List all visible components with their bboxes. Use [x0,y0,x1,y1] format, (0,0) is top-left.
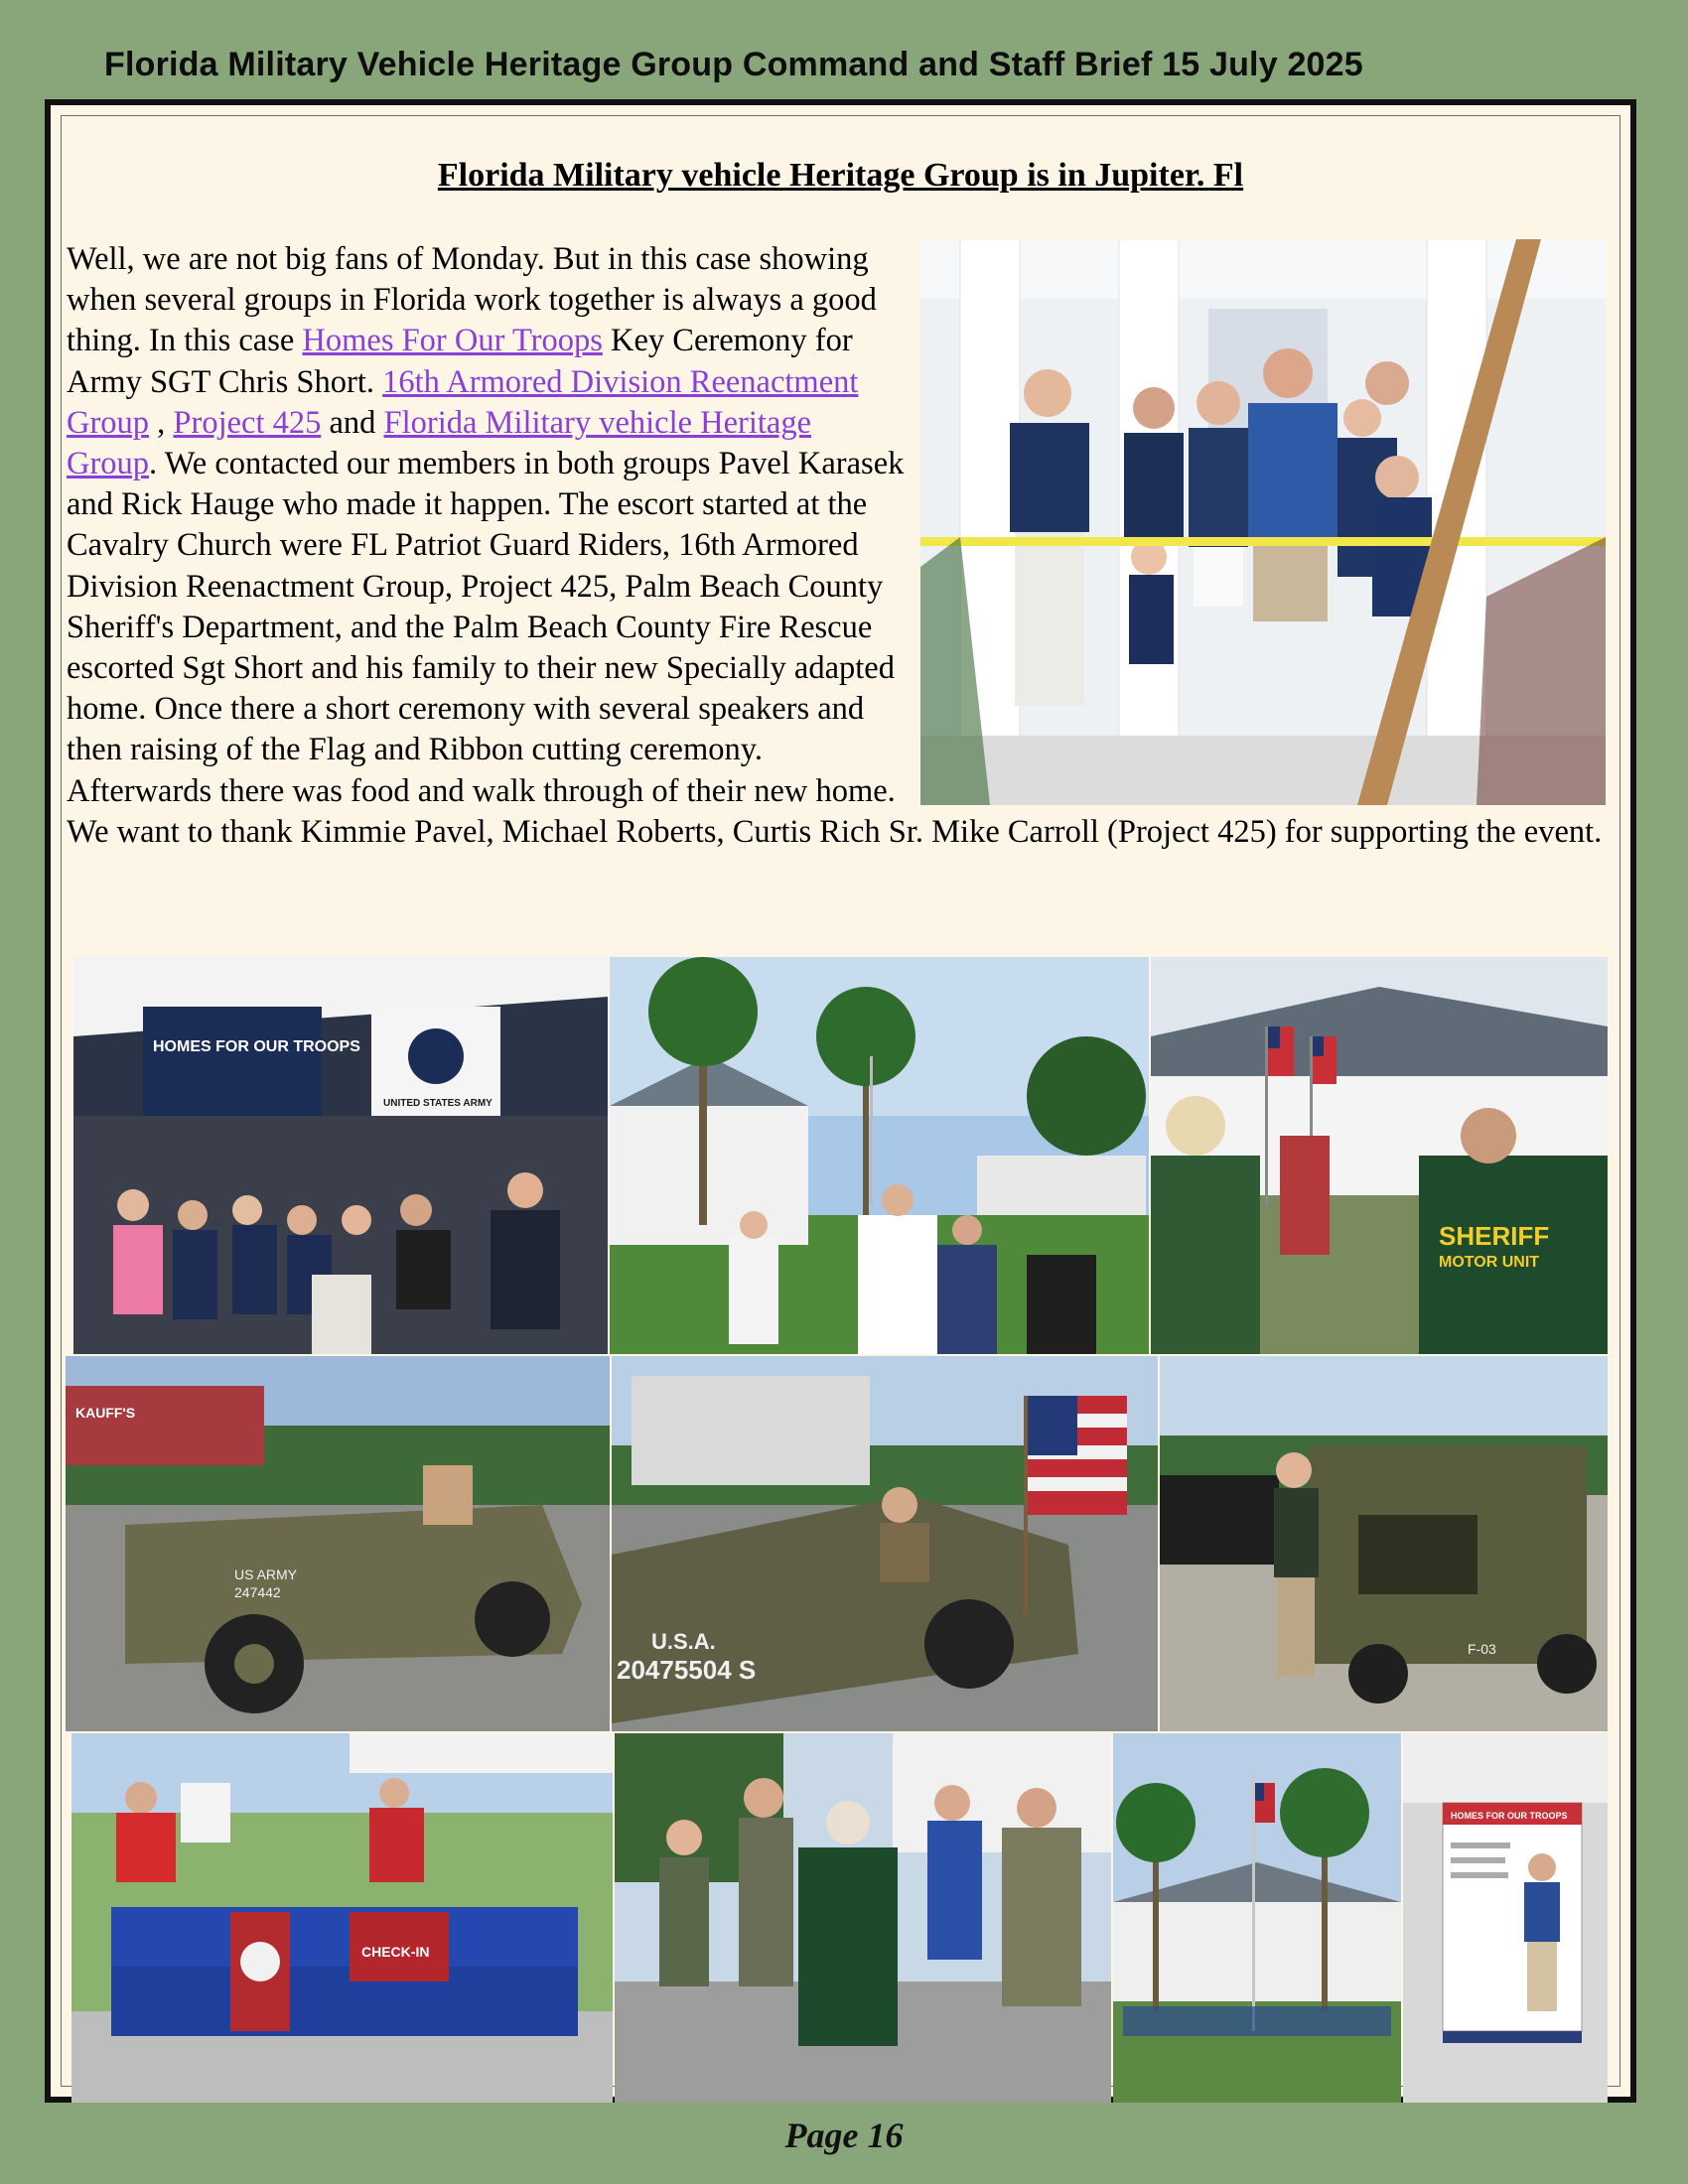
jeep2-marking-2: 20475504 S [617,1655,757,1685]
jeep1-marking-1: US ARMY [234,1567,298,1582]
page-number: Page 16 [784,2116,904,2155]
banner-army-text: UNITED STATES ARMY [383,1098,492,1109]
article-body [67,239,1606,853]
link-florida-military-vehicle-heritage-group[interactable]: Florida Military vehicle Heritage Group [67,404,812,482]
sheriff-text-2: MOTOR UNIT [1439,1254,1540,1271]
article-text-5: . We contacted our members in both groups Pavel Karasek and Rick Hauge who made it happen. The escort started at the Cavalry Church were FL Patriot Guard Riders, 16th Armored Division Reenactment Group, Project 425, Palm Beach County Sheriff's Department, and the Palm Beach County Fire Rescue escorted Sgt Short and his family to their new Specially adapted home. Once there a short ceremony with several speakers and then raising of the Flag and Ribbon cutting ceremony. Afterwards there was food and walk through of their new home. We want to thank Kimmie Pavel, Michael Roberts, Curtis Rich Sr. Mike Carroll (Project 425) for supporting the event. [67,446,1603,850]
article-text-3: , [149,404,174,441]
photo-flag-raising [1113,1733,1401,2103]
photo-tent-speakers [73,957,608,1354]
article-headline: Florida Military vehicle Heritage Group is in Jupiter. Fl [437,157,1244,194]
photo-volunteers-talking [615,1733,1111,2103]
photo-crowd-palms [610,957,1149,1354]
article-text-1: Well, we are not big fans of Monday. But in this case showing when several groups in Florida work together is always a good thing. In this case [67,241,877,359]
sheriff-text-1: SHERIFF [1439,1221,1550,1251]
photo-check-in-table [71,1733,613,2103]
article-text-2: Key Ceremony for Army SGT Chris Short. [67,323,853,400]
content-frame [45,99,1636,2103]
poster-title-text: HOMES FOR OUR TROOPS [1451,1811,1568,1821]
photo-jeep-flag [612,1356,1158,1731]
link-homes-for-our-troops[interactable]: Homes For Our Troops [302,323,603,359]
jeep1-marking-2: 247442 [234,1584,281,1600]
jeep2-marking-1: U.S.A. [651,1629,716,1654]
photo-poster-easel [1403,1733,1608,2103]
tow-truck-sign: KAUFF'S [75,1405,136,1421]
banner-homes-text: HOMES FOR OUR TROOPS [153,1038,360,1055]
link-16th-armored-division[interactable]: 16th Armored Division Reenactment Group [67,363,859,441]
link-project-425[interactable]: Project 425 [173,404,322,441]
article-text-4: and [321,404,384,441]
photo-sheriff-flags [1151,957,1608,1354]
photo-dodge-truck [1160,1356,1608,1731]
page-header-title: Florida Military Vehicle Heritage Group Command and Staff Brief 15 July 2025 [104,46,1363,83]
checkin-text: CHECK-IN [361,1944,430,1960]
photo-jeep-us-army [66,1356,610,1731]
ribbon-cutting-photo [920,239,1606,805]
truck-bumper-text: F-03 [1468,1641,1496,1657]
